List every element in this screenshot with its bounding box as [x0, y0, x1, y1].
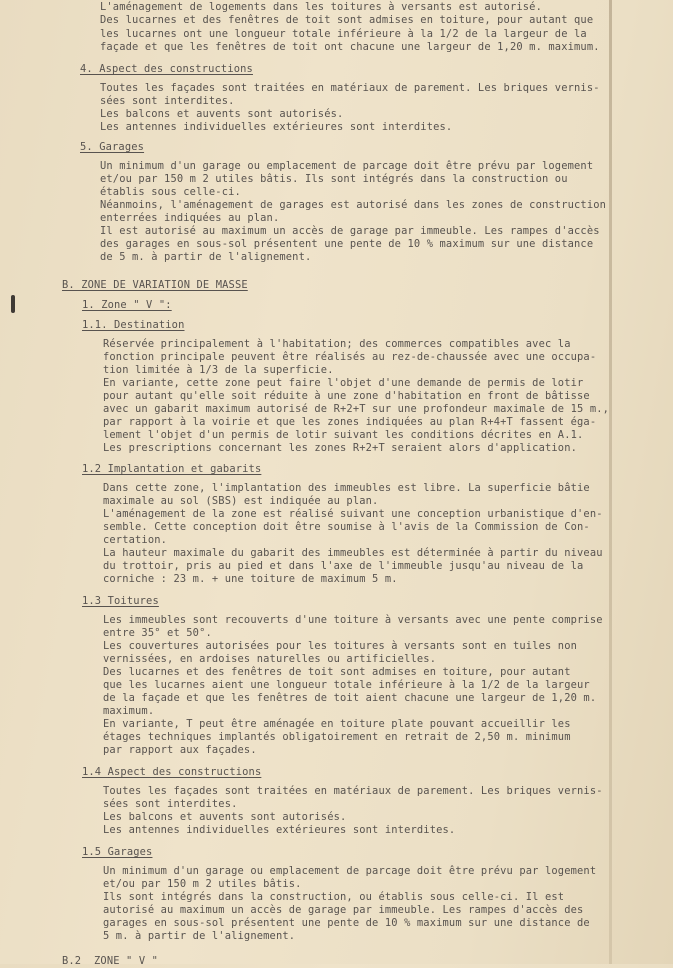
- section-heading: 1. Zone " V ":: [82, 299, 172, 311]
- text-line: fonction principale peuvent être réalisés au rez-de-chaussée avec une occupa-: [103, 351, 597, 363]
- text-line: corniche : 23 m. + une toiture de maximum 5 m.: [103, 573, 398, 585]
- text-line: étages techniques implantés obligatoirement en retrait de 2,50 m. minimum: [103, 731, 571, 743]
- text-line: sées sont interdites.: [103, 798, 238, 810]
- text-line: avec un gabarit maximum autorisé de R+2+T sur une profondeur maximale de 15 m.,: [103, 403, 610, 415]
- text-line: entre 35° et 50°.: [103, 627, 212, 639]
- text-line: vernissées, en ardoises naturelles ou artificielles.: [103, 653, 437, 665]
- text-line: par rapport aux façades.: [103, 744, 257, 756]
- text-line: que les lucarnes aient une longueur totale inférieure à la 1/2 de la largeur: [103, 679, 590, 691]
- text-line: garages en sous-sol présentent une pente de 10 % maximum sur une distance de: [103, 917, 590, 929]
- text-line: Ils sont intégrés dans la construction, ou établis sous celle-ci. Il est: [103, 891, 565, 903]
- text-line: lement l'objet d'un permis de lotir suivant les conditions décrites en A.1.: [103, 429, 584, 441]
- section-heading: 1.5 Garages: [82, 846, 153, 858]
- section-heading: 1.4 Aspect des constructions: [82, 766, 262, 778]
- text-line: de 5 m. à partir de l'alignement.: [100, 251, 312, 263]
- text-line: par rapport à la voirie et que les zones indiquées au plan R+4+T fassent éga-: [103, 416, 597, 428]
- section-heading: 1.1. Destination: [82, 319, 185, 331]
- section-heading: 5. Garages: [80, 141, 145, 153]
- page-fold-shadow: [609, 0, 612, 964]
- text-line: et/ou par 150 m 2 utiles bâtis. Ils sont intégrés dans la construction ou: [100, 173, 568, 185]
- text-line: Les antennes individuelles extérieures sont interdites.: [103, 824, 456, 836]
- text-line: Il est autorisé au maximum un accès de garage par immeuble. Les rampes d'accès: [100, 225, 600, 237]
- text-line: L'aménagement de la zone est réalisé suivant une conception urbanistique d'en-: [103, 508, 603, 520]
- text-line: établis sous celle-ci.: [100, 186, 241, 198]
- text-line: et/ou par 150 m 2 utiles bâtis.: [103, 878, 302, 890]
- text-line: les lucarnes ont une longueur totale inférieure à la 1/2 de la largeur de la: [100, 28, 587, 40]
- text-line: maximum.: [103, 705, 155, 717]
- text-line: Toutes les façades sont traitées en matériaux de parement. Les briques vernis-: [103, 785, 603, 797]
- section-heading: 1.2 Implantation et gabarits: [82, 463, 262, 475]
- text-line: Un minimum d'un garage ou emplacement de parcage doit être prévu par logement: [103, 865, 597, 877]
- text-line: En variante, cette zone peut faire l'objet d'une demande de permis de lotir: [103, 377, 584, 389]
- text-line: des garages en sous-sol présentent une pente de 10 % maximum sur une distance: [100, 238, 594, 250]
- text-line: Les balcons et auvents sont autorisés.: [103, 811, 347, 823]
- text-line: semble. Cette conception doit être soumise à l'avis de la Commission de Con-: [103, 521, 590, 533]
- text-line: Les prescriptions concernant les zones R+2+T seraient alors d'application.: [103, 442, 578, 454]
- text-line: Les balcons et auvents sont autorisés.: [100, 108, 344, 120]
- text-line: maximale au sol (SBS) est indiquée au plan.: [103, 495, 379, 507]
- text-line: enterrées indiquées au plan.: [100, 212, 280, 224]
- text-line: Un minimum d'un garage ou emplacement de parcage doit être prévu par logement: [100, 160, 594, 172]
- section-heading: 4. Aspect des constructions: [80, 63, 253, 75]
- text-line: Les antennes individuelles extérieures sont interdites.: [100, 121, 453, 133]
- text-line: L'aménagement de logements dans les toitures à versants est autorisé.: [100, 1, 542, 13]
- text-line: Néanmoins, l'aménagement de garages est autorisé dans les zones de construction: [100, 199, 607, 211]
- text-line: certation.: [103, 534, 168, 546]
- text-line: Réservée principalement à l'habitation; des commerces compatibles avec la: [103, 338, 571, 350]
- text-line: Toutes les façades sont traitées en matériaux de parement. Les briques vernis-: [100, 82, 600, 94]
- text-line: B.2 ZONE " V ": [62, 955, 159, 967]
- text-line: Dans cette zone, l'implantation des immeubles est libre. La superficie bâtie: [103, 482, 590, 494]
- binding-mark: [11, 295, 15, 313]
- text-line: pour autant qu'elle soit réduite à une zone d'habitation en front de bâtisse: [103, 390, 590, 402]
- text-line: façade et que les fenêtres de toit ont chacune une largeur de 1,20 m. maximum.: [100, 41, 600, 53]
- text-line: Les couvertures autorisées pour les toitures à versants sont en tuiles non: [103, 640, 578, 652]
- text-line: 5 m. à partir de l'alignement.: [103, 930, 296, 942]
- text-line: Les immeubles sont recouverts d'une toiture à versants avec une pente comprise: [103, 614, 603, 626]
- text-line: En variante, T peut être aménagée en toiture plate pouvant accueillir les: [103, 718, 571, 730]
- text-line: La hauteur maximale du gabarit des immeubles est déterminée à partir du niveau: [103, 547, 603, 559]
- section-heading: 1.3 Toitures: [82, 595, 159, 607]
- text-line: de la façade et que les fenêtres de toit aient chacune une largeur de 1,20 m.: [103, 692, 597, 704]
- text-line: Des lucarnes et des fenêtres de toit sont admises en toiture, pour autant: [103, 666, 571, 678]
- text-line: Des lucarnes et des fenêtres de toit sont admises en toiture, pour autant que: [100, 14, 594, 26]
- text-line: du trottoir, pris au pied et dans l'axe de l'immeuble jusqu'au niveau de la: [103, 560, 584, 572]
- text-line: tion limitée à 1/3 de la superficie.: [103, 364, 334, 376]
- section-heading: B. ZONE DE VARIATION DE MASSE: [62, 279, 248, 291]
- text-line: sées sont interdites.: [100, 95, 235, 107]
- text-line: autorisé au maximum un accès de garage par immeuble. Les rampes d'accès des: [103, 904, 584, 916]
